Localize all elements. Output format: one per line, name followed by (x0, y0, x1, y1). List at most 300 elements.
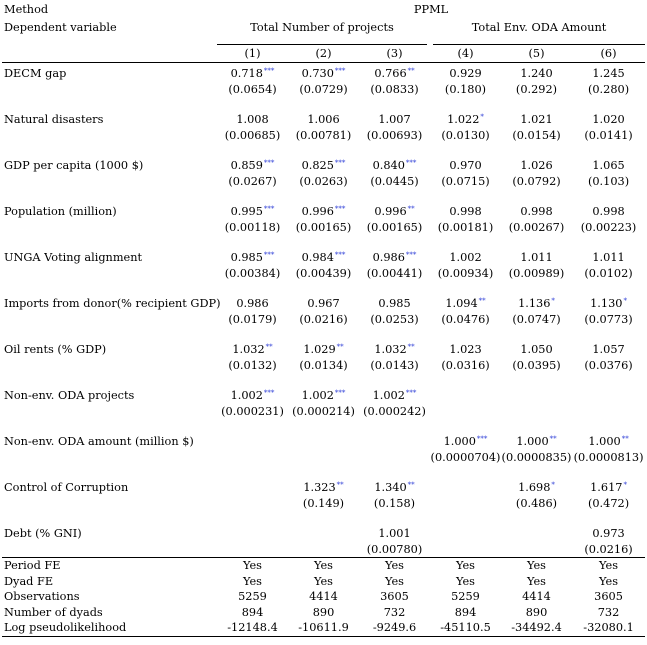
coefficient-value: 1.002 (372, 389, 405, 402)
coefficient-cell (217, 526, 288, 542)
summary-value: -9249.6 (359, 620, 430, 636)
significance-stars: *** (263, 159, 275, 167)
significance-stars: *** (405, 389, 417, 397)
coefficient-cell (501, 204, 572, 220)
coefficient-cell (572, 158, 645, 174)
row-label: GDP per capita (1000 $) (4, 159, 144, 172)
standard-error: (0.0747) (512, 312, 561, 326)
coefficient-value: 1.001 (378, 527, 411, 540)
summary-value: -12148.4 (217, 620, 288, 636)
standard-error: (0.00989) (508, 266, 565, 280)
summary-row (2, 574, 645, 590)
coefficient-row (2, 434, 645, 450)
coefficient-row (2, 480, 645, 496)
coefficient-cell (217, 250, 288, 266)
coefficient-cell (501, 526, 572, 542)
summary-value: 894 (454, 605, 477, 619)
summary-value: Yes (217, 558, 288, 574)
summary-value: 890 (525, 605, 548, 619)
coefficient-cell (572, 63, 645, 82)
coefficient-cell (288, 158, 359, 174)
coefficient-value: 1.002 (449, 251, 482, 264)
coefficient-cell (359, 388, 430, 404)
standard-error: (0.00693) (366, 128, 423, 142)
coefficient-cell (217, 342, 288, 358)
coefficient-cell (501, 296, 572, 312)
coefficient-row (2, 296, 645, 312)
column-number: (6) (600, 46, 617, 60)
summary-value: Yes (314, 574, 333, 588)
summary-value: 3605 (594, 590, 623, 603)
coefficient-value: 1.032 (232, 343, 265, 356)
standard-error-row (2, 404, 645, 420)
summary-value: 890 (312, 605, 335, 619)
significance-stars: ** (336, 343, 344, 351)
coefficient-cell (359, 250, 430, 266)
standard-error: (0.0141) (584, 128, 633, 142)
summary-rows (2, 558, 645, 637)
coefficient-value: 0.995 (230, 205, 263, 218)
coefficient-value: 1.026 (520, 159, 553, 172)
summary-value: Yes (288, 558, 359, 574)
significance-stars: ** (265, 343, 273, 351)
standard-error (288, 542, 359, 558)
standard-error (288, 450, 359, 466)
coefficient-value: 0.985 (378, 297, 411, 310)
coefficient-value: 1.130 (590, 297, 623, 310)
row-label: Non-env. ODA projects (4, 389, 135, 402)
coefficient-value: 1.020 (592, 113, 625, 126)
standard-error-row (2, 312, 645, 328)
standard-error: (0.292) (515, 82, 558, 96)
coefficient-cell (288, 342, 359, 358)
coefficient-value: 1.000 (588, 435, 621, 448)
significance-stars: *** (405, 251, 417, 259)
coefficient-cell (572, 434, 645, 450)
coefficient-row (2, 204, 645, 220)
standard-error: (0.0000704) (430, 450, 501, 464)
coefficient-cell (217, 296, 288, 312)
standard-error: (0.00780) (366, 542, 423, 556)
standard-error: (0.103) (587, 174, 630, 188)
significance-stars: ** (549, 435, 557, 443)
regression-table (2, 0, 645, 637)
standard-error: (0.0216) (584, 542, 633, 556)
summary-row (2, 620, 645, 636)
standard-error (572, 404, 645, 420)
coefficient-cell (572, 526, 645, 542)
coefficient-value: 0.840 (372, 159, 405, 172)
standard-error (501, 404, 572, 420)
summary-value: -32080.1 (572, 620, 645, 636)
summary-row (2, 589, 645, 605)
coefficient-cell (288, 480, 359, 496)
standard-error: (0.0792) (512, 174, 561, 188)
significance-stars: *** (263, 389, 275, 397)
column-number: (2) (315, 46, 332, 60)
coefficient-value: 0.996 (374, 205, 407, 218)
coefficient-value: 0.973 (592, 527, 625, 540)
significance-stars: *** (334, 251, 346, 259)
coefficient-value: 1.022 (447, 113, 480, 126)
coefficient-value: 1.021 (520, 113, 553, 126)
coefficient-value: 1.007 (378, 113, 411, 126)
significance-stars: *** (334, 389, 346, 397)
coefficient-value: 0.986 (236, 297, 269, 310)
coefficient-cell (572, 480, 645, 496)
standard-error (359, 450, 430, 466)
row-label: Oil rents (% GDP) (4, 343, 107, 356)
summary-label: Number of dyads (4, 605, 103, 619)
coefficient-value: 0.986 (372, 251, 405, 264)
row-label: Imports from donor(% recipient GDP) (4, 297, 221, 310)
standard-error: (0.0216) (299, 312, 348, 326)
coefficient-value: 0.970 (449, 159, 482, 172)
significance-stars: * (480, 113, 484, 121)
coefficient-value: 1.023 (449, 343, 482, 356)
method-value: PPML (413, 3, 449, 17)
significance-stars: *** (334, 205, 346, 213)
standard-error (501, 542, 572, 558)
row-label: Debt (% GNI) (4, 527, 82, 540)
coefficient-cell (501, 480, 572, 496)
standard-error: (0.00223) (580, 220, 637, 234)
coefficient-cell (359, 296, 430, 312)
coefficient-cell (359, 63, 430, 82)
standard-error: (0.00441) (366, 266, 423, 280)
coefficient-value: 0.998 (520, 205, 553, 218)
summary-value: 5259 (451, 590, 480, 603)
standard-error: (0.180) (444, 82, 487, 96)
standard-error: (0.00165) (366, 220, 423, 234)
coefficient-cell (501, 388, 572, 404)
coefficient-value: 0.998 (592, 205, 625, 218)
coefficient-cell (430, 342, 501, 358)
coefficient-value: 0.929 (449, 67, 482, 80)
standard-error: (0.280) (587, 82, 630, 96)
coefficient-cell (217, 434, 288, 450)
coefficient-value: 1.002 (230, 389, 263, 402)
standard-error-row (2, 358, 645, 374)
coefficient-cell (217, 388, 288, 404)
standard-error-row (2, 128, 645, 144)
coefficient-value: 1.029 (303, 343, 336, 356)
summary-value: Yes (385, 574, 404, 588)
standard-error: (0.0102) (584, 266, 633, 280)
standard-error: (0.0179) (228, 312, 277, 326)
coefficient-cell (288, 112, 359, 128)
coefficient-value: 0.984 (301, 251, 334, 264)
coefficient-value: 1.698 (518, 481, 551, 494)
standard-error-row (2, 542, 645, 558)
coefficient-cell (572, 342, 645, 358)
significance-stars: ** (336, 481, 344, 489)
standard-error: (0.00439) (295, 266, 352, 280)
coefficient-cell (359, 434, 430, 450)
summary-value: Yes (359, 558, 430, 574)
group-header-amount: Total Env. ODA Amount (430, 20, 645, 44)
coefficient-cell (288, 250, 359, 266)
coefficient-value: 0.766 (374, 67, 407, 80)
significance-stars: *** (263, 205, 275, 213)
significance-stars: *** (263, 67, 275, 75)
significance-stars: *** (476, 435, 488, 443)
summary-value: 4414 (522, 590, 551, 603)
standard-error: (0.00165) (295, 220, 352, 234)
coefficient-value: 1.094 (445, 297, 478, 310)
column-number: (4) (457, 46, 474, 60)
standard-error: (0.158) (373, 496, 416, 510)
coefficient-cell (430, 112, 501, 128)
coefficient-value: 0.825 (301, 159, 334, 172)
standard-error: (0.0833) (370, 82, 419, 96)
summary-label: Period FE (2, 558, 217, 574)
coefficient-cell (501, 63, 572, 82)
significance-stars: ** (407, 67, 415, 75)
standard-error: (0.0376) (584, 358, 633, 372)
coefficient-row (2, 342, 645, 358)
significance-stars: * (551, 297, 555, 305)
standard-error-row (2, 174, 645, 190)
standard-error: (0.0154) (512, 128, 561, 142)
coefficient-cell (572, 250, 645, 266)
coefficient-cell (288, 296, 359, 312)
coefficient-value: 1.011 (592, 251, 625, 264)
summary-value: -45110.5 (430, 620, 501, 636)
coefficient-value: 1.002 (301, 389, 334, 402)
coefficient-cell (572, 296, 645, 312)
summary-row (2, 558, 645, 574)
coefficient-cell (430, 250, 501, 266)
standard-error: (0.0130) (441, 128, 490, 142)
coefficient-cell (572, 204, 645, 220)
coefficient-cell (430, 434, 501, 450)
coefficient-cell (430, 204, 501, 220)
coefficient-value: 1.050 (520, 343, 553, 356)
summary-label: Log pseudolikelihood (2, 620, 217, 636)
standard-error: (0.0267) (228, 174, 277, 188)
summary-value: 732 (597, 605, 620, 619)
coefficient-cell (359, 158, 430, 174)
summary-value: 3605 (380, 590, 409, 603)
standard-error: (0.0253) (370, 312, 419, 326)
standard-error: (0.149) (302, 496, 345, 510)
coefficient-value: 0.718 (230, 67, 263, 80)
coefficient-row (2, 158, 645, 174)
summary-row (2, 605, 645, 621)
standard-error-row (2, 496, 645, 512)
significance-stars: * (623, 481, 627, 489)
coefficient-value: 0.967 (307, 297, 340, 310)
coefficient-value: 0.996 (301, 205, 334, 218)
standard-error: (0.00781) (295, 128, 352, 142)
significance-stars: *** (405, 159, 417, 167)
standard-error: (0.0000835) (501, 450, 572, 464)
coefficient-cell (217, 112, 288, 128)
standard-error: (0.0729) (299, 82, 348, 96)
summary-value: Yes (527, 574, 546, 588)
coefficient-value: 1.000 (516, 435, 549, 448)
significance-stars: *** (334, 159, 346, 167)
summary-value: Yes (430, 558, 501, 574)
coefficient-row (2, 250, 645, 266)
coefficient-value: 1.065 (592, 159, 625, 172)
standard-error (217, 450, 288, 466)
standard-error: (0.0316) (441, 358, 490, 372)
summary-value: Yes (501, 558, 572, 574)
summary-value: Yes (572, 558, 645, 574)
coefficient-cell (501, 112, 572, 128)
coefficient-value: 1.323 (303, 481, 336, 494)
standard-error: (0.00685) (224, 128, 281, 142)
significance-stars: ** (478, 297, 486, 305)
significance-stars: * (623, 297, 627, 305)
coefficient-value: 1.240 (520, 67, 553, 80)
coefficient-cell (501, 250, 572, 266)
coefficient-value: 1.032 (374, 343, 407, 356)
standard-error: (0.486) (515, 496, 558, 510)
standard-error (217, 496, 288, 512)
row-label: UNGA Voting alignment (4, 251, 143, 264)
coefficient-cell (572, 388, 645, 404)
coefficient-rows (2, 63, 645, 558)
standard-error: (0.0263) (299, 174, 348, 188)
coefficient-value: 0.730 (301, 67, 334, 80)
standard-error: (0.000214) (292, 404, 355, 418)
coefficient-cell (217, 480, 288, 496)
standard-error: (0.0654) (228, 82, 277, 96)
coefficient-row (2, 526, 645, 542)
group-header-projects: Total Number of projects (217, 20, 430, 44)
coefficient-value: 0.998 (449, 205, 482, 218)
coefficient-value: 1.245 (592, 67, 625, 80)
standard-error-row (2, 266, 645, 282)
column-number: (1) (244, 46, 261, 60)
standard-error: (0.0476) (441, 312, 490, 326)
standard-error: (0.0000813) (573, 450, 644, 464)
coefficient-cell (501, 158, 572, 174)
standard-error: (0.0134) (299, 358, 348, 372)
coefficient-value: 1.617 (590, 481, 623, 494)
coefficient-cell (217, 158, 288, 174)
coefficient-cell (288, 388, 359, 404)
standard-error: (0.0445) (370, 174, 419, 188)
row-label: Natural disasters (4, 113, 104, 126)
standard-error: (0.00384) (224, 266, 281, 280)
significance-stars: *** (263, 251, 275, 259)
row-label: Non-env. ODA amount (million $) (4, 435, 194, 448)
depvar-label: Dependent variable (4, 21, 117, 34)
row-label: Control of Corruption (4, 481, 129, 494)
column-number: (5) (528, 46, 545, 60)
significance-stars: ** (407, 481, 415, 489)
standard-error (430, 542, 501, 558)
summary-value: 5259 (238, 590, 267, 603)
standard-error-row (2, 82, 645, 98)
coefficient-value: 1.006 (307, 113, 340, 126)
coefficient-cell (359, 204, 430, 220)
standard-error: (0.00181) (437, 220, 494, 234)
standard-error: (0.0715) (441, 174, 490, 188)
row-label: DECM gap (4, 67, 67, 80)
coefficient-cell (288, 434, 359, 450)
significance-stars: ** (407, 205, 415, 213)
summary-label: Dyad FE (4, 574, 54, 588)
coefficient-cell (501, 434, 572, 450)
coefficient-cell (359, 112, 430, 128)
significance-stars: ** (621, 435, 629, 443)
coefficient-cell (359, 526, 430, 542)
summary-value: 894 (241, 605, 264, 619)
coefficient-cell (572, 112, 645, 128)
standard-error: (0.000242) (363, 404, 426, 418)
summary-value: Yes (456, 574, 475, 588)
coefficient-cell (288, 526, 359, 542)
summary-label: Observations (4, 590, 80, 603)
coefficient-value: 1.011 (520, 251, 553, 264)
summary-value: 732 (383, 605, 406, 619)
coefficient-row (2, 112, 645, 128)
standard-error: (0.00934) (437, 266, 494, 280)
standard-error-row (2, 450, 645, 466)
coefficient-cell (359, 342, 430, 358)
standard-error: (0.0132) (228, 358, 277, 372)
standard-error: (0.00267) (508, 220, 565, 234)
standard-error (217, 542, 288, 558)
summary-value: -34492.4 (501, 620, 572, 636)
coefficient-cell (430, 158, 501, 174)
row-label: Population (million) (4, 205, 117, 218)
coefficient-cell (430, 63, 501, 82)
coefficient-cell (359, 480, 430, 496)
coefficient-cell (430, 526, 501, 542)
coefficient-cell (217, 204, 288, 220)
column-number: (3) (386, 46, 403, 60)
coefficient-value: 0.859 (230, 159, 263, 172)
significance-stars: * (551, 481, 555, 489)
coefficient-value: 1.000 (443, 435, 476, 448)
coefficient-value: 0.985 (230, 251, 263, 264)
summary-value: Yes (243, 574, 262, 588)
standard-error: (0.0395) (512, 358, 561, 372)
standard-error-row (2, 220, 645, 236)
coefficient-value: 1.008 (236, 113, 269, 126)
coefficient-row (2, 63, 645, 82)
coefficient-value: 1.057 (592, 343, 625, 356)
standard-error: (0.00118) (224, 220, 281, 234)
standard-error: (0.0773) (584, 312, 633, 326)
significance-stars: ** (407, 343, 415, 351)
coefficient-cell (430, 388, 501, 404)
summary-value: 4414 (309, 590, 338, 603)
coefficient-cell (217, 63, 288, 82)
standard-error: (0.000231) (221, 404, 284, 418)
significance-stars: *** (334, 67, 346, 75)
summary-value: Yes (599, 574, 619, 588)
coefficient-value: 1.340 (374, 481, 407, 494)
standard-error: (0.472) (587, 496, 630, 510)
coefficient-row (2, 388, 645, 404)
summary-value: -10611.9 (288, 620, 359, 636)
method-label: Method (4, 3, 49, 17)
standard-error: (0.0143) (370, 358, 419, 372)
coefficient-value: 1.136 (518, 297, 551, 310)
coefficient-cell (288, 63, 359, 82)
standard-error (430, 404, 501, 420)
coefficient-cell (288, 204, 359, 220)
coefficient-cell (430, 296, 501, 312)
standard-error (430, 496, 501, 512)
